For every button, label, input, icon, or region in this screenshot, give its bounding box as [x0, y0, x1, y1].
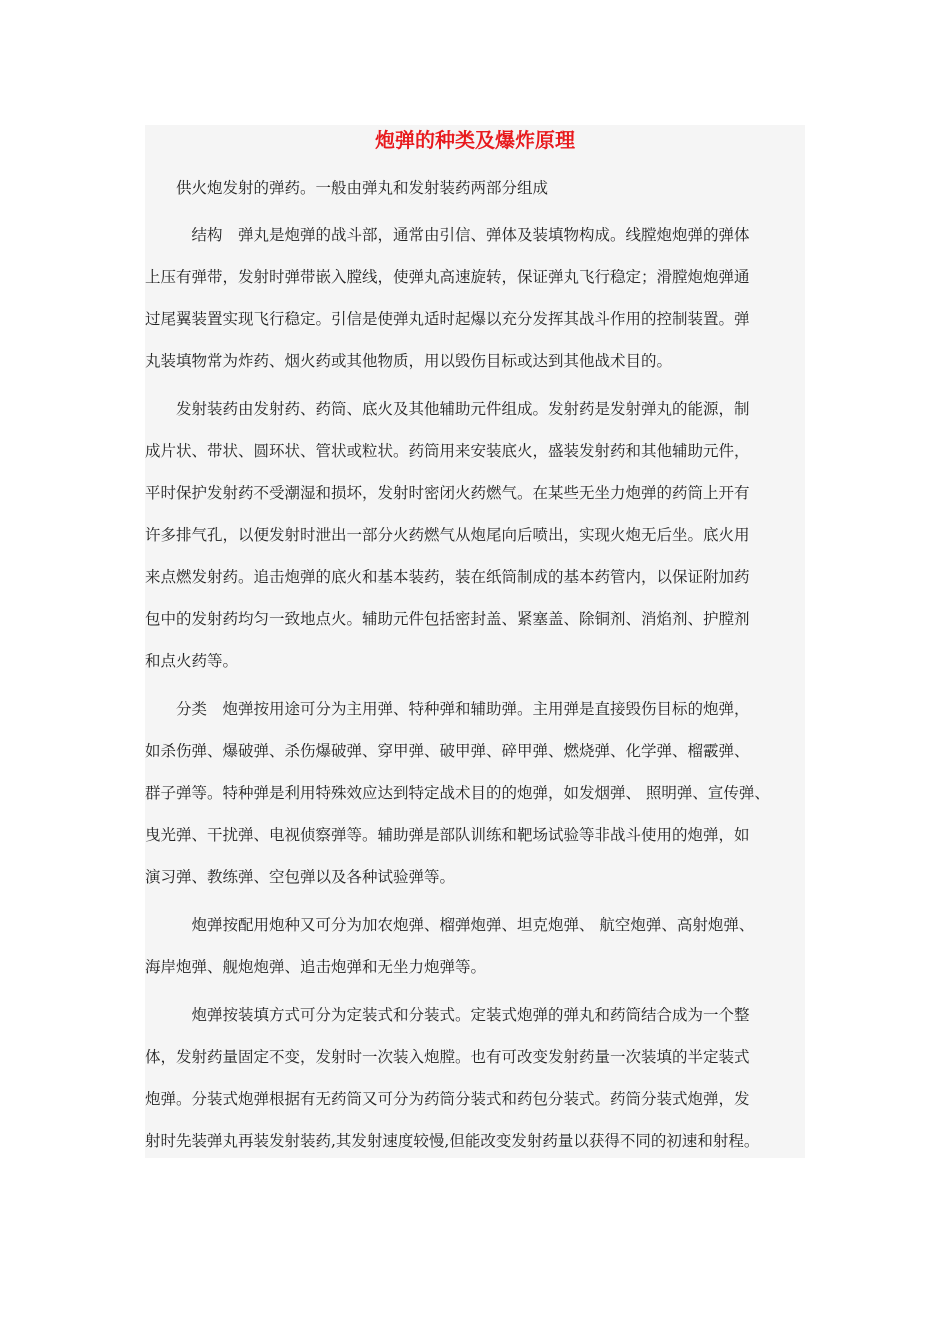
article-title: 炮弹的种类及爆炸原理	[375, 128, 575, 152]
text-line: 成片状、带状、圆环状、管状或粒状。药筒用来安装底火，盛装发射药和其他辅助元件，	[145, 442, 750, 460]
text-line: 射时先装弹丸再装发射装药,其发射速度较慢,但能改变发射药量以获得不同的初速和射程。	[145, 1132, 760, 1150]
text-line: 平时保护发射药不受潮湿和损坏，发射时密闭火药燃气。在某些无坐力炮弹的药筒上开有	[145, 484, 750, 502]
text-line: 群子弹等。特种弹是利用特殊效应达到特定战术目的的炮弹，如发烟弹、 照明弹、宣传弹、	[145, 784, 770, 802]
text-line: 丸装填物常为炸药、烟火药或其他物质，用以毁伤目标或达到其他战术目的。	[145, 352, 673, 370]
article-body	[145, 125, 805, 1158]
text-line: 炮弹按配用炮种又可分为加农炮弹、榴弹炮弹、坦克炮弹、 航空炮弹、高射炮弹、	[145, 916, 755, 934]
text-line: 过尾翼装置实现飞行稳定。引信是使弹丸适时起爆以充分发挥其战斗作用的控制装置。弹	[145, 310, 750, 328]
text-line: 发射装药由发射药、药筒、底火及其他辅助元件组成。发射药是发射弹丸的能源，制	[145, 400, 750, 418]
text-line: 体，发射药量固定不变，发射时一次装入炮膛。也有可改变发射药量一次装填的半定装式	[145, 1048, 750, 1066]
text-line: 曳光弹、干扰弹、电视侦察弹等。辅助弹是部队训练和靶场试验等非战斗使用的炮弹，如	[145, 826, 750, 844]
text-line: 结构 弹丸是炮弹的战斗部，通常由引信、弹体及装填物构成。线膛炮炮弹的弹体	[145, 226, 750, 244]
text-line: 上压有弹带，发射时弹带嵌入膛线，使弹丸高速旋转，保证弹丸飞行稳定；滑膛炮炮弹通	[145, 268, 750, 286]
text-line: 如杀伤弹、爆破弹、杀伤爆破弹、穿甲弹、破甲弹、碎甲弹、燃烧弹、化学弹、榴霰弹、	[145, 742, 750, 760]
text-line: 海岸炮弹、舰炮炮弹、追击炮弹和无坐力炮弹等。	[145, 958, 487, 976]
text-line: 供火炮发射的弹药。一般由弹丸和发射装药两部分组成	[145, 179, 549, 197]
text-line: 演习弹、教练弹、空包弹以及各种试验弹等。	[145, 868, 456, 886]
text-line: 包中的发射药均匀一致地点火。辅助元件包括密封盖、紧塞盖、除铜剂、消焰剂、护膛剂	[145, 610, 750, 628]
text-line: 许多排气孔，以便发射时泄出一部分火药燃气从炮尾向后喷出，实现火炮无后坐。底火用	[145, 526, 750, 544]
text-line: 炮弹。分装式炮弹根据有无药筒又可分为药筒分装式和药包分装式。药筒分装式炮弹，发	[145, 1090, 750, 1108]
text-line: 来点燃发射药。追击炮弹的底火和基本装药，装在纸筒制成的基本药管内，以保证附加药	[145, 568, 750, 586]
text-line: 和点火药等。	[145, 652, 239, 670]
text-line: 分类 炮弹按用途可分为主用弹、特种弹和辅助弹。主用弹是直接毁伤目标的炮弹，	[145, 700, 750, 718]
text-line: 炮弹按装填方式可分为定装式和分装式。定装式炮弹的弹丸和药筒结合成为一个整	[145, 1006, 750, 1024]
